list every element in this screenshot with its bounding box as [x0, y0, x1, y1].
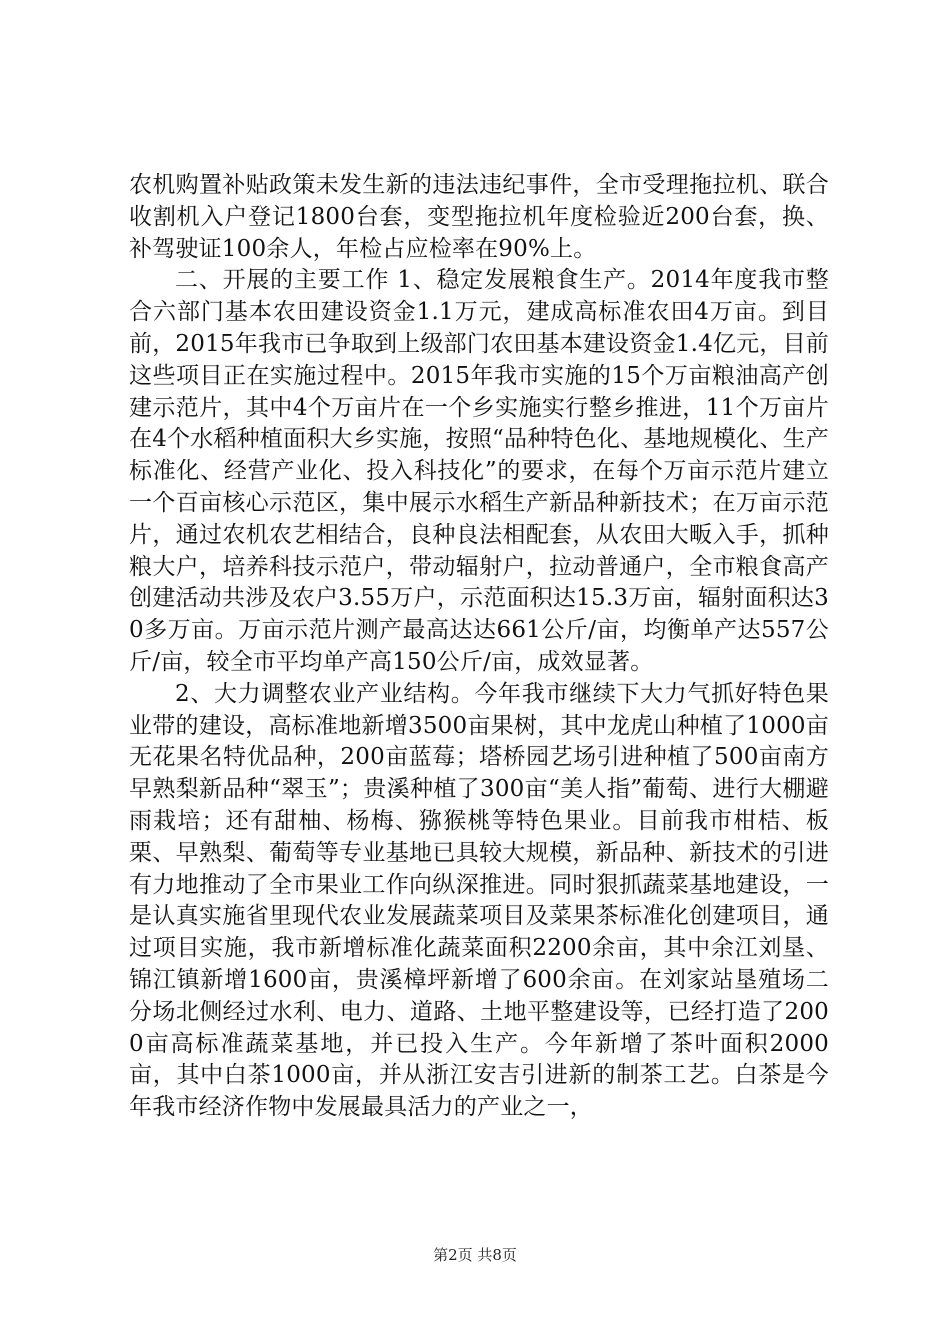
paragraph-2: 二、开展的主要工作 1、稳定发展粮食生产。2014年度我市整合六部门基本农田建设资金1.1万元，建成高标准农田4万亩。到目前，2015年我市已争取到上级部门农田基本建设资金1.4亿元，目前这些项目正在实施过程中。2015年我市实施的15个万亩粮油高产创建示范片，其中4个万亩片在一个乡实施实行整乡推进，11个万亩片在4个水稻种植面积大乡实施，按照“品种特色化、基地规模化、生产标准化、经营产业化、投入科技化”的要求，在每个万亩示范片建立一个百亩核心示范区，集中展示水稻生产新品种新技术；在万亩示范片，通过农机农艺相结合，良种良法相配套，从农田大畈入手，抓种粮大户，培养科技示范户，带动辐射户，拉动普通户，全市粮食高产创建活动共涉及农户3.55万户，示范面积达15.3万亩，辐射面积达30多万亩。万亩示范片测产最高达达661公斤/亩，均衡单产达557公斤/亩，较全市平均单产高150公斤/亩，成效显著。 [129, 267, 829, 675]
paragraph-3: 2、大力调整农业产业结构。今年我市继续下大力气抓好特色果业带的建设，高标准地新增3500亩果树，其中龙虎山种植了1000亩无花果名特优品种，200亩蓝莓；塔桥园艺场引进种植了500亩南方早熟梨新品种“翠玉”；贵溪种植了300亩“美人指”葡萄、进行大棚避雨栽培；还有甜柚、杨梅、猕猴桃等特色果业。目前我市柑桔、板栗、早熟梨、葡萄等专业基地已具较大规模，新品种、新技术的引进有力地推动了全市果业工作向纵深推进。同时狠抓蔬菜基地建设，一是认真实施省里现代农业发展蔬菜项目及菜果茶标准化创建项目，通过项目实施，我市新增标准化蔬菜面积2200余亩，其中余江刘垦、锦江镇新增1600亩，贵溪樟坪新增了600余亩。在刘家站垦殖场二分场北侧经过水利、电力、道路、土地平整建设等，已经打造了2000亩高标准蔬菜基地，并已投入生产。今年新增了茶叶面积2000亩，其中白茶1000亩，并从浙江安吉引进新的制茶工艺。白茶是今年我市经济作物中发展最具活力的产业之一， [129, 680, 829, 1121]
paragraph-1: 农机购置补贴政策未发生新的违法违纪事件，全市受理拖拉机、联合收割机入户登记1800台套，变型拖拉机年度检验近200台套，换、补驾驶证100余人，年检占应检率在90%上。 [129, 172, 829, 262]
document-body [129, 170, 829, 1124]
page-footer: 第2页 共8页 [433, 1246, 517, 1264]
